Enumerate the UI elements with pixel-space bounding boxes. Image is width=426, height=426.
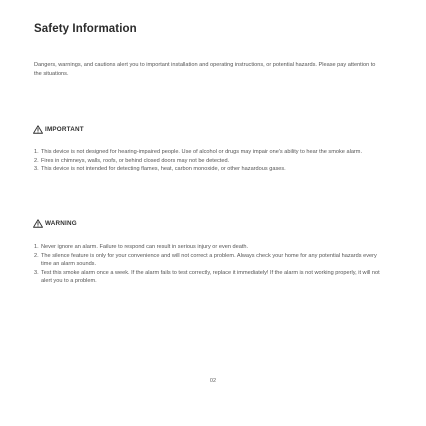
important-list: [34, 148, 386, 174]
warning-list: [34, 243, 386, 286]
list-item-text: This device is not intended for detecting flames, heat, carbon monoxide, or other hazardous gases.: [41, 166, 286, 173]
warning-heading: [33, 218, 77, 228]
list-item-text: Test this smoke alarm once a week. If the alarm fails to test correctly, replace it immediately! If the alarm is not working properly, it will not alert you to a problem.: [41, 269, 380, 285]
list-item: [34, 243, 386, 252]
list-item-number: 1.: [34, 244, 39, 250]
list-item-text: Never ignore an alarm. Failure to respond can result in serious injury or even death.: [41, 244, 249, 250]
important-heading: [33, 124, 84, 134]
list-item-number: 1.: [34, 149, 39, 155]
list-item-number: 2.: [34, 252, 39, 259]
list-item-text: Fires in chimneys, walls, roofs, or behind closed doors may not be detected.: [41, 157, 230, 164]
page-number: 02: [209, 378, 217, 384]
warning-heading-label: WARNING: [45, 219, 77, 227]
important-heading-label: IMPORTANT: [45, 125, 84, 133]
list-item: [34, 269, 386, 286]
list-item: [34, 165, 386, 174]
list-item-number: 2.: [34, 157, 39, 164]
warning-triangle-icon: [33, 219, 43, 228]
list-item-number: 3.: [34, 166, 39, 173]
list-item-text: This device is not designed for hearing-impaired people. Use of alcohol or drugs may impair one's ability to hear the smoke alarm.: [41, 149, 363, 155]
list-item-number: 3.: [34, 269, 39, 276]
list-item-text: The silence feature is only for your convenience and will not correct a problem. Always check your home for any potential hazards every time an alarm sounds.: [41, 252, 377, 268]
list-item: [34, 252, 386, 269]
list-item: [34, 157, 386, 166]
intro-paragraph: Dangers, warnings, and cautions alert you to important installation and operating instructions, or potential hazards. Please pay attention to the situations.: [34, 62, 376, 77]
list-item: [34, 148, 386, 157]
page-title: Safety Information: [34, 23, 137, 35]
warning-triangle-icon: [33, 125, 43, 134]
